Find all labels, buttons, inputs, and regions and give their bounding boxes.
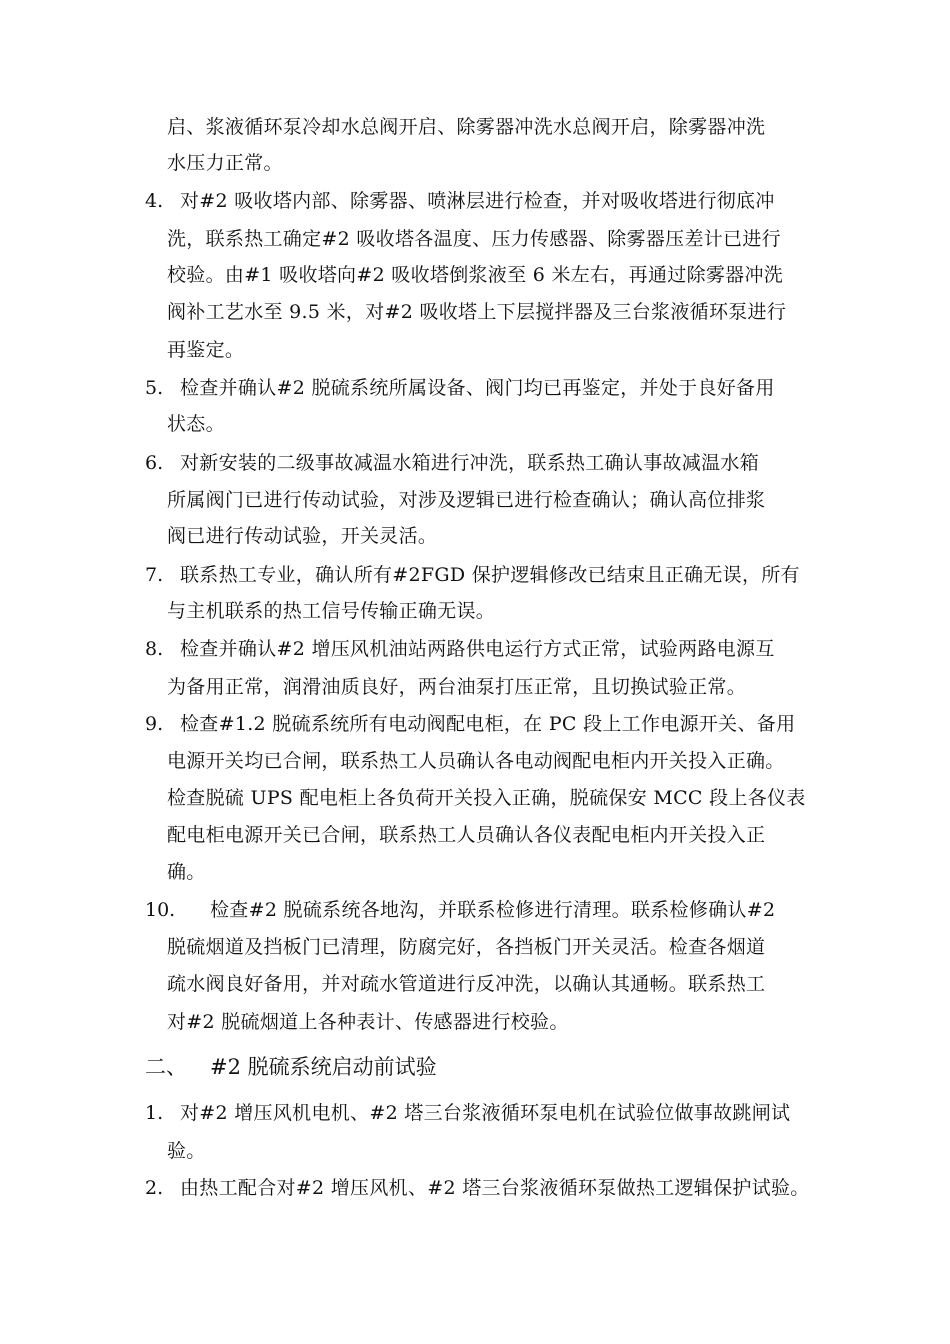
item-line: 对#2 吸收塔内部、除雾器、喷淋层进行检查，并对吸收塔进行彻底冲 xyxy=(180,190,775,212)
item-number: 7. xyxy=(145,564,164,586)
item-line: 对#2 脱硫烟道上各种表计、传感器进行校验。 xyxy=(167,1011,569,1033)
item-line: 检查并确认#2 脱硫系统所属设备、阀门均已再鉴定，并处于良好备用 xyxy=(180,377,775,399)
item-line: 检查脱硫 UPS 配电柜上各负荷开关投入正确，脱硫保安 MCC 段上各仪表 xyxy=(167,787,806,809)
item-line: 校验。由#1 吸收塔向#2 吸收塔倒浆液至 6 米左右，再通过除雾器冲洗 xyxy=(167,264,784,286)
section-number: 二、 xyxy=(145,1055,187,1079)
item-line: 状态。 xyxy=(167,413,225,435)
item-line: 对#2 增压风机电机、#2 塔三台浆液循环泵电机在试验位做事故跳闸试 xyxy=(180,1102,791,1124)
item-line: 对新安装的二级事故减温水箱进行冲洗，联系热工确认事故减温水箱 xyxy=(180,452,760,474)
item-line: 确。 xyxy=(167,861,206,883)
item-number: 8. xyxy=(145,638,164,660)
item-line: 联系热工专业，确认所有#2FGD 保护逻辑修改已结束且正确无误，所有 xyxy=(180,564,800,586)
item-line: 验。 xyxy=(167,1140,206,1162)
item-line: 电源开关均已合闸，联系热工人员确认各电动阀配电柜内开关投入正确。 xyxy=(167,750,785,772)
item-line: 配电柜电源开关已合闸，联系热工人员确认各仪表配电柜内开关投入正 xyxy=(167,824,766,846)
item-line: 为备用正常，润滑油质良好，两台油泵打压正常，且切换试验正常。 xyxy=(167,676,747,698)
item-line: 脱硫烟道及挡板门已清理，防腐完好，各挡板门开关灵活。检查各烟道 xyxy=(167,936,766,958)
continuation-line-1: 启、浆液循环泵冷却水总阀开启、除雾器冲洗水总阀开启，除雾器冲洗 xyxy=(167,116,766,138)
item-line: 所属阀门已进行传动试验，对涉及逻辑已进行检查确认；确认高位排浆 xyxy=(167,489,766,511)
item-line: 检查并确认#2 增压风机油站两路供电运行方式正常，试验两路电源互 xyxy=(180,638,775,660)
section-title: #2 脱硫系统启动前试验 xyxy=(210,1055,437,1079)
item-line: 洗，联系热工确定#2 吸收塔各温度、压力传感器、除雾器压差计已进行 xyxy=(167,228,781,250)
item-line: 疏水阀良好备用，并对疏水管道进行反冲洗，以确认其通畅。联系热工 xyxy=(167,973,766,995)
item-number: 1. xyxy=(145,1102,164,1124)
item-number: 5. xyxy=(145,377,164,399)
item-number: 4. xyxy=(145,190,164,212)
item-line: 阀已进行传动试验，开关灵活。 xyxy=(167,525,438,547)
item-number: 2. xyxy=(145,1177,164,1199)
item-line: 检查#1.2 脱硫系统所有电动阀配电柜，在 PC 段上工作电源开关、备用 xyxy=(180,713,796,735)
item-number: 10. xyxy=(145,899,176,921)
item-number: 9. xyxy=(145,713,164,735)
item-line: 与主机联系的热工信号传输正确无误。 xyxy=(167,600,496,622)
item-line: 阀补工艺水至 9.5 米，对#2 吸收塔上下层搅拌器及三台浆液循环泵进行 xyxy=(167,301,787,323)
continuation-line-2: 水压力正常。 xyxy=(167,152,283,174)
item-line: 由热工配合对#2 增压风机、#2 塔三台浆液循环泵做热工逻辑保护试验。 xyxy=(180,1177,810,1199)
item-line: 检查#2 脱硫系统各地沟，并联系检修进行清理。联系检修确认#2 xyxy=(210,899,776,921)
item-line: 再鉴定。 xyxy=(167,339,245,361)
item-number: 6. xyxy=(145,452,164,474)
